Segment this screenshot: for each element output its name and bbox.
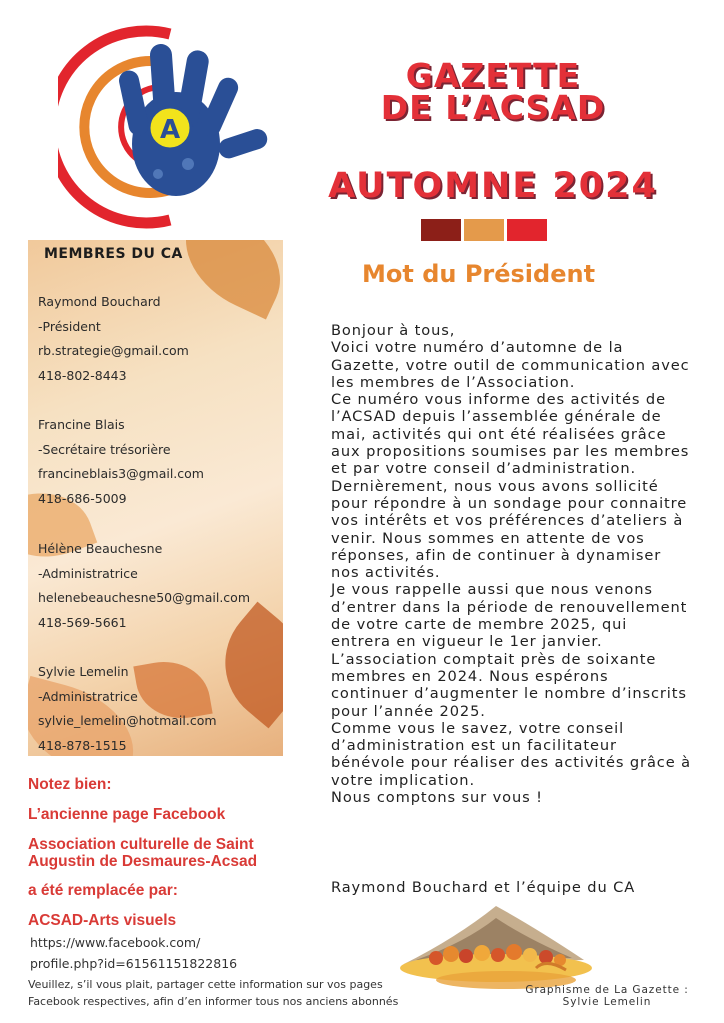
- design-credit: [512, 984, 702, 1008]
- member-role: -Président: [38, 318, 101, 334]
- season-title: AUTOMNE 2024: [328, 166, 658, 206]
- member-phone: 418-802-8443: [38, 367, 127, 383]
- article-body: [331, 322, 691, 806]
- swatch-orange: [464, 219, 504, 241]
- members-sidebar: [28, 240, 283, 756]
- article-title: Mot du Président: [362, 260, 596, 288]
- article-paragraph: Voici votre numéro d’automne de la Gazette, votre outil de communication avec les membres de l’Association.: [331, 339, 690, 391]
- gazette-title-line2: DE L’ACSAD: [380, 88, 606, 127]
- sidebar-heading: MEMBRES DU CA: [44, 246, 183, 262]
- share-note-line1: Veuillez, s’il vous plait, partager cette information sur vos pages: [28, 978, 383, 991]
- member-phone: 418-878-1515: [38, 737, 127, 753]
- article-paragraph: Dernièrement, nous vous avons sollicité pour répondre à un sondage pour connaitre vos intérêts et vos préférences d’ateliers à venir. Nous sommes en attente de vos réponses, afin de continuer à dynamiser nos activités.: [331, 477, 688, 582]
- member-phone: 418-569-5661: [38, 614, 127, 630]
- member-entry: [38, 290, 189, 388]
- member-entry: [38, 413, 204, 511]
- notice-old-page: L’ancienne page Facebook: [28, 806, 226, 823]
- member-email[interactable]: francineblais3@gmail.com: [38, 466, 204, 481]
- acsad-logo: [58, 24, 268, 230]
- article-paragraph: Comme vous le savez, votre conseil d’administration est un facilitateur bénévole pour réaliser des activités grâce à votre implication.: [331, 719, 691, 789]
- member-name: Sylvie Lemelin: [38, 664, 129, 679]
- logo-letter: A: [159, 115, 181, 145]
- gazette-title-line1: GAZETTE: [405, 56, 581, 95]
- masthead: [318, 56, 668, 206]
- swatch-red: [507, 219, 547, 241]
- credit-line1: Graphisme de La Gazette :: [525, 984, 689, 996]
- notice-replaced: a été remplacée par:: [28, 882, 178, 899]
- member-phone: 418-686-5009: [38, 490, 127, 506]
- color-swatches: [421, 219, 547, 241]
- share-note: [28, 976, 398, 1010]
- notice-new-page: ACSAD-Arts visuels: [28, 912, 177, 929]
- member-email[interactable]: sylvie_lemelin@hotmail.com: [38, 713, 217, 728]
- swatch-dark-red: [421, 219, 461, 241]
- article-paragraph: L’association comptait près de soixante membres en 2024. Nous espérons continuer d’augmenter le nombre d’inscrits pour l’année 2025.: [331, 650, 687, 720]
- member-email[interactable]: helenebeauchesne50@gmail.com: [38, 590, 250, 605]
- facebook-url[interactable]: [30, 932, 237, 974]
- notice-old-page-name: Association culturelle de Saint Augustin de Desmaures-Acsad: [28, 836, 258, 870]
- member-name: Hélène Beauchesne: [38, 541, 163, 556]
- share-note-line2: Facebook respectives, afin d’en informer tous nos anciens abonnés: [28, 995, 399, 1008]
- member-email[interactable]: rb.strategie@gmail.com: [38, 343, 189, 358]
- article-paragraph: Ce numéro vous informe des activités de l’ACSAD depuis l’assemblée générale de mai, activités qui ont été réalisées grâce aux propositions soumises par les membres et par votre conseil d’administration.: [331, 391, 690, 478]
- facebook-notice: [28, 776, 318, 930]
- member-role: -Secrétaire trésorière: [38, 441, 171, 457]
- member-entry: [38, 537, 250, 635]
- credit-line2: Sylvie Lemelin: [562, 996, 652, 1008]
- notice-heading: Notez bien:: [28, 776, 112, 793]
- facebook-url-line1[interactable]: https://www.facebook.com/: [30, 935, 201, 950]
- member-role: -Administratrice: [38, 565, 138, 581]
- autumn-landscape-illustration: [396, 898, 592, 992]
- article-paragraph: Je vous rappelle aussi que nous venons d’entrer dans la période de renouvellement de votre carte de membre 2025, qui entrera en vigueur le 1er janvier.: [331, 581, 688, 651]
- member-name: Raymond Bouchard: [38, 294, 161, 309]
- article-paragraph: Bonjour à tous,: [331, 322, 456, 339]
- article-signoff: Raymond Bouchard et l’équipe du CA: [331, 879, 636, 896]
- member-entry: [38, 660, 217, 756]
- article-paragraph: Nous comptons sur vous !: [331, 789, 543, 807]
- facebook-url-line2[interactable]: profile.php?id=61561151822816: [30, 956, 238, 971]
- member-role: -Administratrice: [38, 688, 138, 704]
- member-name: Francine Blais: [38, 417, 125, 432]
